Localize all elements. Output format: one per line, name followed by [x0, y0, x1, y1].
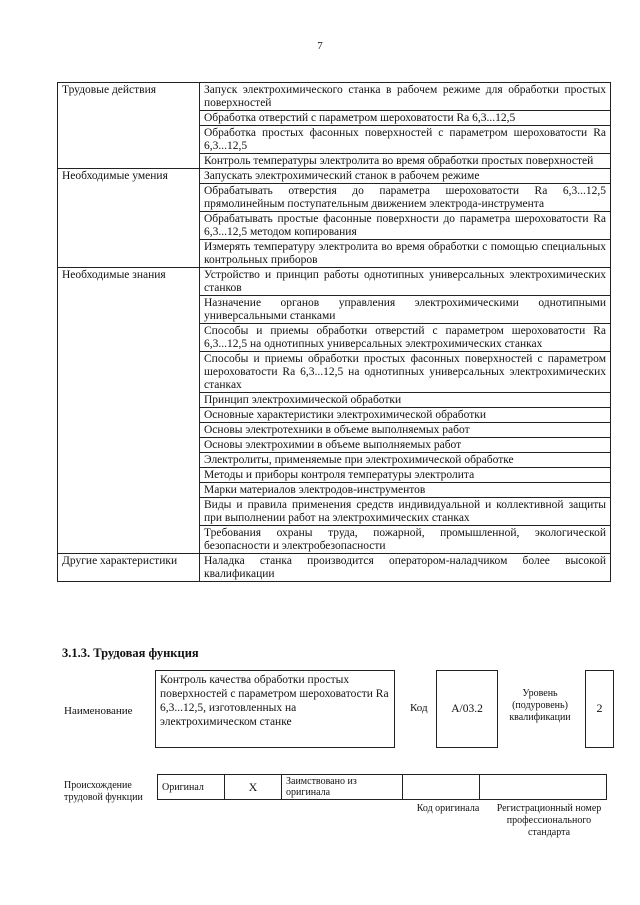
- section-label: Трудовые действия: [58, 83, 200, 169]
- reg-caption: Регистрационный номер профессионального стандарта: [496, 803, 602, 838]
- original-label: Оригинал: [158, 775, 225, 800]
- table-cell-item: Обрабатывать отверстия до параметра шероховатости Ra 6,3...12,5 прямолинейным поступательным движением электрода-инструмента: [200, 184, 611, 212]
- section-label: Другие характеристики: [58, 554, 200, 582]
- table-cell-item: Требования охраны труда, пожарной, промышленной, экологической безопасности и электробезопасности: [200, 526, 611, 554]
- table-row: [58, 169, 611, 184]
- reg-number-cell: [480, 775, 607, 800]
- table-cell-item: Марки материалов электродов-инструментов: [200, 483, 611, 498]
- original-code-cell: [403, 775, 480, 800]
- table-row: [58, 268, 611, 296]
- table-cell-item: Запускать электрохимический станок в рабочем режиме: [200, 169, 611, 184]
- table-cell-item: Запуск электрохимического станка в рабочем режиме для обработки простых поверхностей: [200, 83, 611, 111]
- table-cell-item: Назначение органов управления электрохимическими однотипными универсальными станками: [200, 296, 611, 324]
- code-caption: Код оригинала: [416, 803, 480, 814]
- section-label: Необходимые умения: [58, 169, 200, 268]
- name-value: Контроль качества обработки простых поверхностей с параметром шероховатости Ra 6,3...12,5, изготовленных на электрохимическом станке: [160, 674, 389, 728]
- level-label: Уровень (подуровень) квалификации: [509, 688, 571, 723]
- table-cell-item: Основы электротехники в объеме выполняемых работ: [200, 423, 611, 438]
- table-cell-item: Обработка отверстий с параметром шероховатости Ra 6,3...12,5: [200, 111, 611, 126]
- table-cell-item: Измерять температуру электролита во время обработки с помощью специальных контрольных приборов: [200, 240, 611, 268]
- table-cell-item: Способы и приемы обработки простых фасонных поверхностей с параметром шероховатости Ra 6,3...12,5 на однотипных универсальных электрохимических станках: [200, 352, 611, 393]
- table-cell-item: Основные характеристики электрохимической обработки: [200, 408, 611, 423]
- borrowed-label: Заимствовано из оригинала: [282, 775, 403, 800]
- code-value: A/03.2: [451, 703, 483, 715]
- table-row: [58, 83, 611, 111]
- name-label: Наименование: [64, 705, 133, 717]
- table-cell-item: Основы электрохимии в объеме выполняемых работ: [200, 438, 611, 453]
- section-label: Необходимые знания: [58, 268, 200, 554]
- code-box: [436, 670, 498, 748]
- section-heading: 3.1.3. Трудовая функция: [62, 646, 199, 660]
- table-cell-item: Принцип электрохимической обработки: [200, 393, 611, 408]
- labor-functions-table: [57, 82, 611, 582]
- origin-label: Происхождение трудовой функции: [64, 780, 143, 803]
- original-mark: X: [225, 775, 282, 800]
- table-cell-item: Электролиты, применяемые при электрохимической обработке: [200, 453, 611, 468]
- level-box: [585, 670, 614, 748]
- table-row: [58, 554, 611, 582]
- table-cell-item: Обрабатывать простые фасонные поверхности до параметра шероховатости Ra 6,3...12,5 методом копирования: [200, 212, 611, 240]
- table-cell-item: Методы и приборы контроля температуры электролита: [200, 468, 611, 483]
- page-number: 7: [317, 40, 323, 52]
- name-box: [155, 670, 395, 748]
- level-value: 2: [596, 701, 603, 715]
- table-cell-item: Наладка станка производится оператором-наладчиком более высокой квалификации: [200, 554, 611, 582]
- table-cell-item: Способы и приемы обработки отверстий с параметром шероховатости Ra 6,3...12,5 на однотипных универсальных электрохимических станках: [200, 324, 611, 352]
- table-cell-item: Обработка простых фасонных поверхностей с параметром шероховатости Ra 6,3...12,5: [200, 126, 611, 154]
- table-cell-item: Устройство и принцип работы однотипных универсальных электрохимических станков: [200, 268, 611, 296]
- code-label: Код: [410, 702, 428, 714]
- origin-table: [157, 774, 607, 800]
- table-cell-item: Контроль температуры электролита во время обработки простых поверхностей: [200, 154, 611, 169]
- table-cell-item: Виды и правила применения средств индивидуальной и коллективной защиты при выполнении работ на электрохимических станках: [200, 498, 611, 526]
